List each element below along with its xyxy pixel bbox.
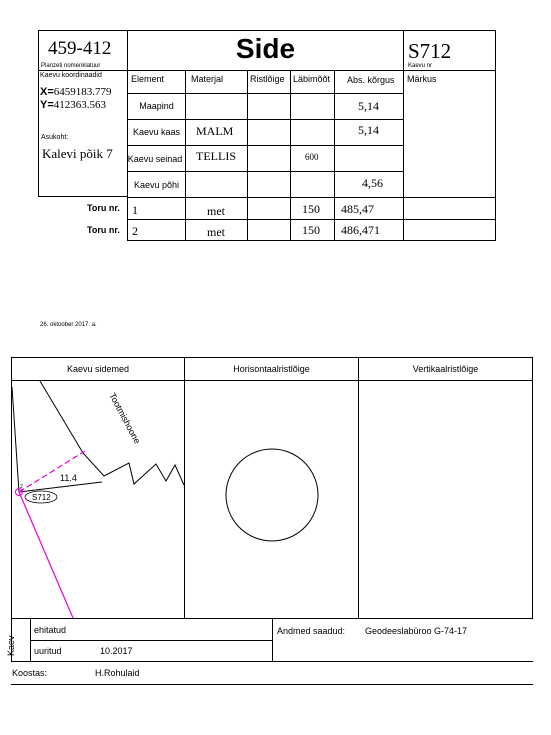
- pipe-label-2: Toru nr.: [87, 225, 120, 235]
- coord-label: Kaevu koordinaadid: [40, 72, 102, 79]
- pipe-height-1: 485,47: [341, 202, 374, 216]
- row-line-2: [127, 145, 404, 146]
- nomenclature-cell: [38, 30, 128, 71]
- drawing-col-title-2: Horisontaalristlõige: [233, 364, 310, 374]
- compiled-value: H.Rohulaid: [95, 668, 140, 678]
- row-height-1: 5,14: [358, 99, 379, 113]
- data-from-value: Geodeeslabüroo G-74-17: [365, 626, 468, 636]
- col-line-2: [185, 70, 186, 241]
- row-height-4: 4,56: [362, 176, 383, 190]
- x-coordinate: [40, 86, 112, 98]
- pipe-number-mark: 2: [20, 484, 23, 490]
- col-header-material: Materjal: [191, 74, 224, 84]
- pipe-nr-2: 2: [132, 224, 138, 238]
- footer-bottom-border: [11, 661, 533, 662]
- col-header-height: Abs. kõrgus: [347, 75, 395, 85]
- row-line-5: [127, 219, 496, 220]
- surveyed-label: uuritud: [34, 646, 62, 656]
- row-element-4: Kaevu põhi: [133, 180, 180, 190]
- horizontal-section: [185, 381, 358, 618]
- row-line-1: [127, 119, 404, 120]
- document-date: 26. oktoober 2017. a.: [40, 322, 97, 328]
- row-line-header: [127, 93, 404, 94]
- coord-bottom-border: [38, 196, 128, 197]
- row-element-2: Kaevu kaas: [132, 127, 181, 137]
- well-number-cell: [403, 30, 496, 71]
- col-header-diameter: Läbimõõt: [293, 74, 331, 84]
- well-circle: [226, 449, 318, 541]
- link-line: [12, 387, 19, 492]
- col-line-3: [247, 70, 248, 241]
- compiled-label: Koostas:: [12, 668, 48, 678]
- surveyed-date: 10.2017: [100, 646, 133, 656]
- col-line-7: [495, 70, 496, 241]
- well-number-label: Kaevu nr: [408, 63, 433, 69]
- pipe-material-2: met: [207, 225, 225, 239]
- col-line-5: [334, 70, 335, 241]
- y-label: Y=: [40, 99, 54, 111]
- pipe-material-1: met: [207, 204, 225, 218]
- page-title: Side: [235, 33, 296, 64]
- site-sketch: [12, 381, 184, 618]
- well-tag: S712: [32, 493, 51, 502]
- measurement-line: [19, 451, 85, 492]
- footer-final-border: [11, 684, 533, 685]
- nomenclature-label: Planzeti nomenklatuur: [41, 63, 101, 69]
- row-line-6: [127, 240, 496, 241]
- pipe-diameter-2: 150: [302, 223, 320, 237]
- title-cell: [127, 30, 404, 71]
- row-element-3: Kaevu seinad: [127, 154, 183, 164]
- footer-col-divider: [272, 618, 273, 661]
- footer-mid-border: [30, 640, 272, 641]
- pipe-line: [19, 492, 73, 618]
- col-header-note: Märkus: [407, 74, 437, 84]
- x-value: 6459183.779: [53, 86, 112, 98]
- y-value: 412363.563: [53, 99, 107, 111]
- coord-left-border: [38, 70, 39, 196]
- row-material-3: TELLIS: [196, 149, 236, 163]
- drawing-col-title-1: Kaevu sidemed: [66, 364, 130, 374]
- data-from-label: Andmed saadud:: [277, 626, 346, 636]
- location-value: Kalevi põik 7: [42, 146, 113, 161]
- well-number: S712: [408, 39, 452, 63]
- pipe-diameter-1: 150: [302, 202, 320, 216]
- pipe-height-2: 486,471: [341, 223, 380, 237]
- drawing-top-border: [11, 357, 533, 358]
- y-coordinate: [40, 99, 106, 111]
- row-height-2: 5,14: [358, 123, 379, 137]
- building-label: Tootmishoone: [107, 391, 143, 446]
- reference-line: [19, 482, 102, 492]
- pipe-label-1: Toru nr.: [87, 203, 120, 213]
- footer-side-label: Kaev: [6, 635, 16, 656]
- row-line-3: [127, 171, 404, 172]
- drawing-right-border: [532, 357, 533, 618]
- col-line-4: [290, 70, 291, 241]
- row-material-2: MALM: [196, 124, 234, 138]
- x-label: X=: [40, 86, 54, 98]
- row-diameter-3: 600: [305, 152, 319, 162]
- row-line-4: [127, 197, 496, 198]
- drawing-col-title-3: Vertikaalristlõige: [412, 364, 479, 374]
- row-element-1: Maapind: [139, 101, 174, 111]
- distance-label: 11.4: [60, 473, 77, 483]
- drawing-col-divider-2: [358, 357, 359, 618]
- col-line-6: [403, 70, 404, 241]
- location-label: Asukoht:: [41, 134, 69, 141]
- pipe-nr-1: 1: [132, 203, 138, 217]
- made-label: ehitatud: [34, 625, 67, 635]
- col-header-cross: Ristlõige: [250, 74, 285, 84]
- col-header-element: Element: [131, 74, 165, 84]
- nomenclature-number: 459-412: [48, 38, 112, 59]
